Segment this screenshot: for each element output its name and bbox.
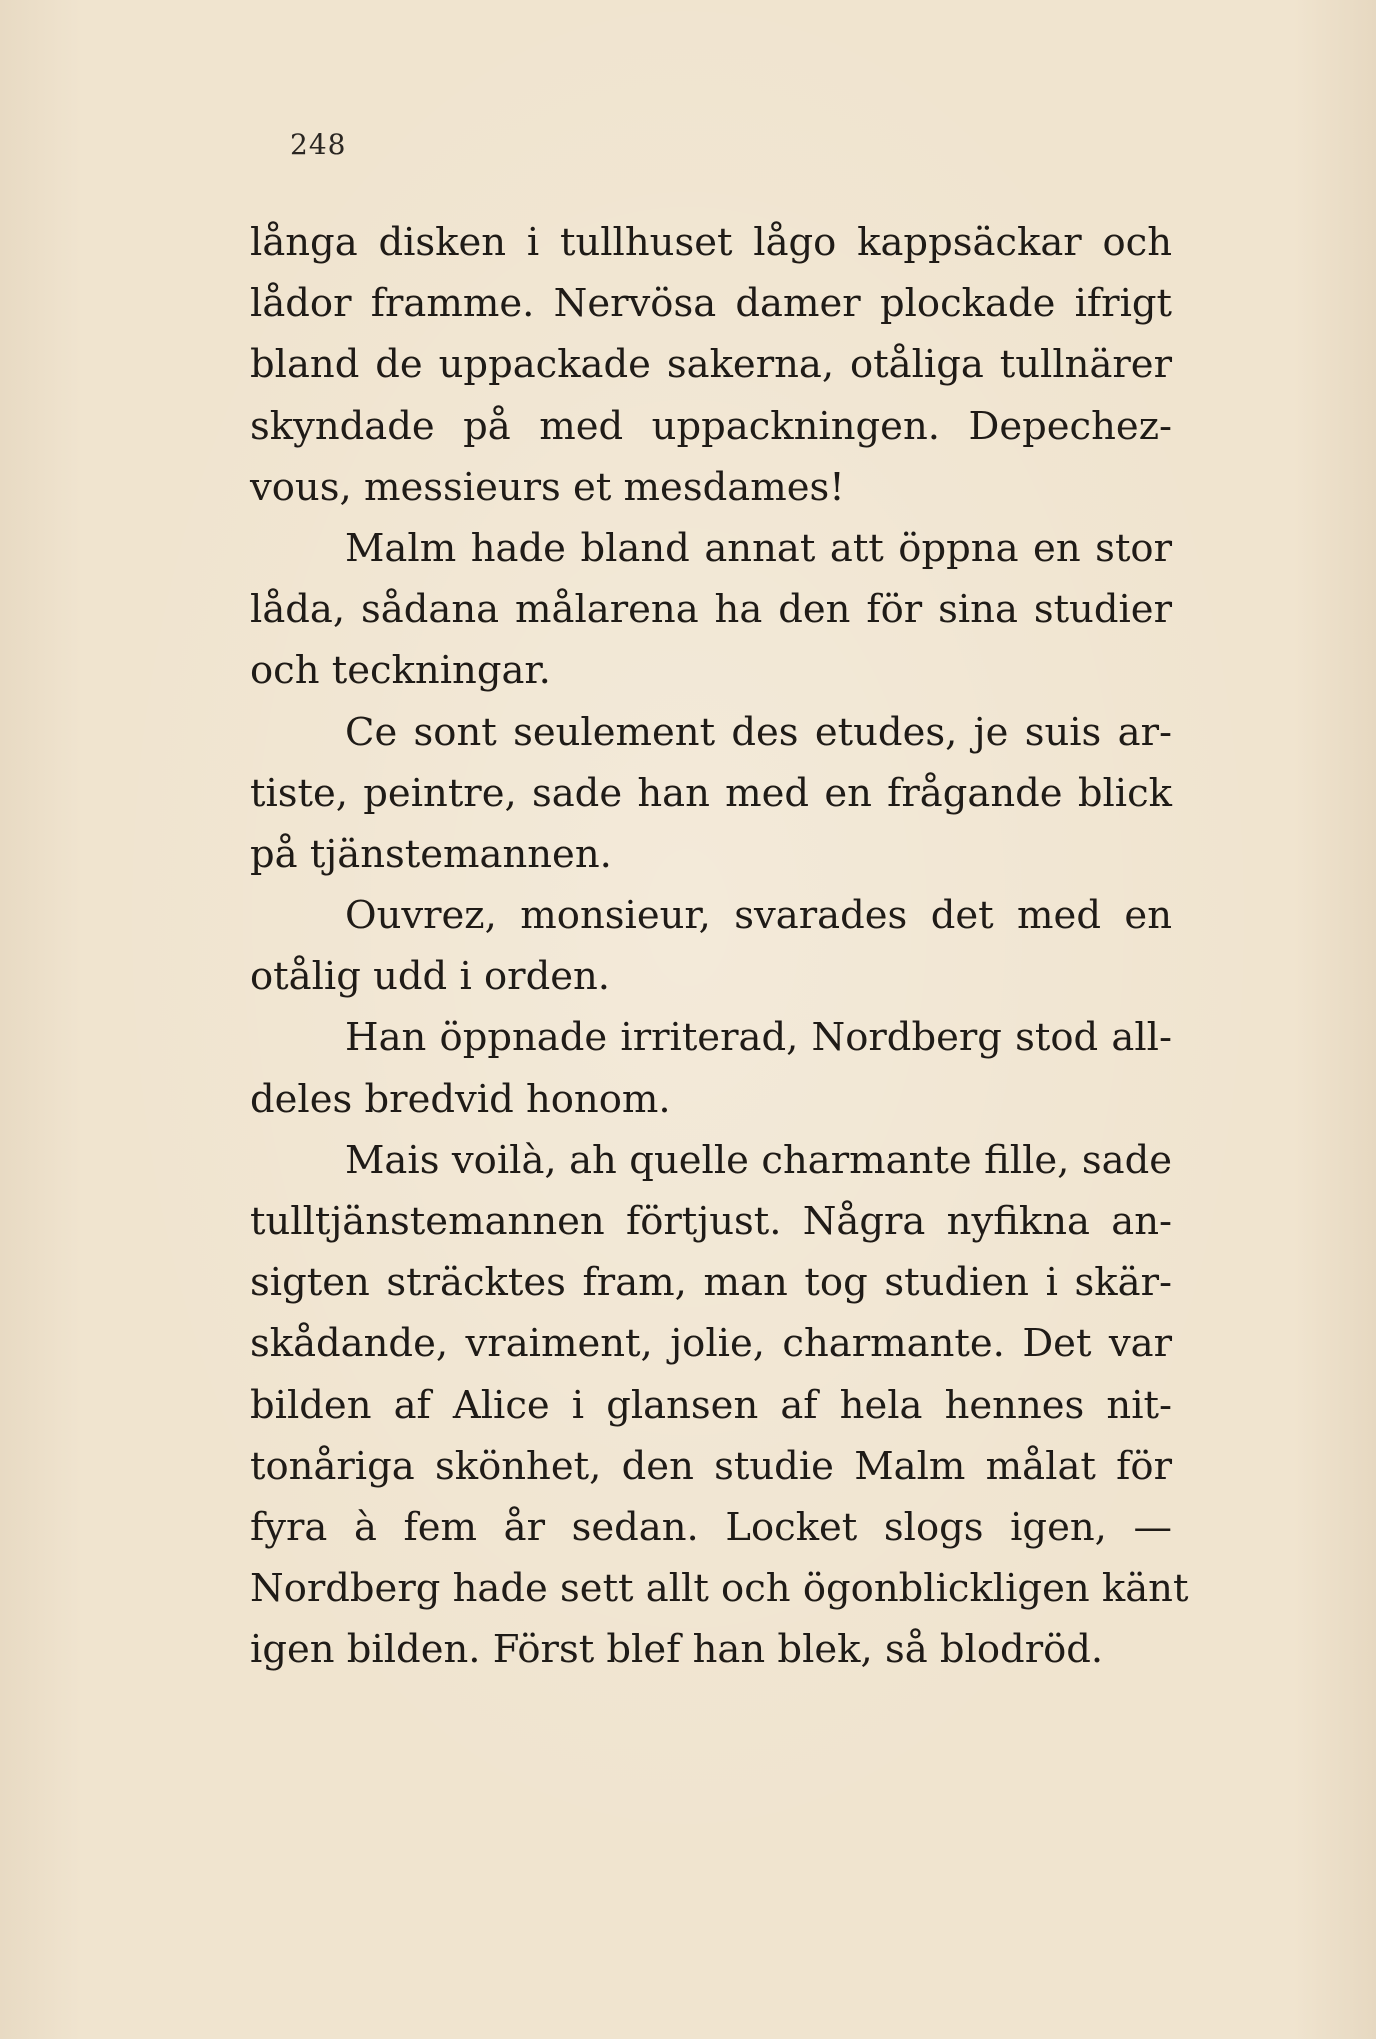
- text-line: deles bredvid honom.: [250, 1076, 671, 1122]
- text-line: Ouvrez, monsieur, svarades det med en: [345, 893, 1172, 939]
- text-line: låda, sådana målarena ha den för sina studier: [250, 587, 1172, 633]
- body-text: [250, 212, 1189, 1681]
- text-line: Ce sont seulement des etudes, je suis ar-: [345, 709, 1172, 755]
- text-line: Malm hade bland annat att öppna en stor: [345, 525, 1172, 571]
- text-line: tiste, peintre, sade han med en frågande blick: [250, 770, 1172, 816]
- text-line: skådande, vraiment, jolie, charmante. Det var: [250, 1321, 1172, 1367]
- text-line: fyra à fem år sedan. Locket slogs igen, —: [250, 1504, 1172, 1550]
- text-line: Han öppnade irriterad, Nordberg stod all-: [345, 1015, 1172, 1061]
- text-line: långa disken i tullhuset lågo kappsäckar och: [250, 220, 1172, 265]
- text-line: tonåriga skönhet, den studie Malm målat för: [250, 1443, 1172, 1489]
- text-line: otålig udd i orden.: [250, 954, 611, 1000]
- text-line: tulltjänstemannen förtjust. Några nyfikna an-: [250, 1199, 1172, 1244]
- text-line: lådor framme. Nervösa damer plockade ifrigt: [250, 281, 1172, 327]
- text-line: vous, messieurs et mesdames!: [250, 464, 845, 510]
- text-line: bilden af Alice i glansen af hela hennes nit-: [250, 1382, 1172, 1428]
- text-line: Mais voilà, ah quelle charmante fille, sade: [345, 1137, 1172, 1183]
- text-line: och teckningar.: [250, 648, 551, 694]
- text-line: på tjänstemannen.: [250, 831, 612, 877]
- text-line: sigten sträcktes fram, man tog studien i skär-: [250, 1260, 1172, 1306]
- text-line: Nordberg hade sett allt och ögonblickligen känt: [250, 1566, 1189, 1612]
- text-line: skyndade på med uppackningen. Depechez-: [250, 403, 1172, 449]
- text-line: bland de uppackade sakerna, otåliga tullnärer: [250, 342, 1172, 388]
- page-number: 248: [290, 128, 347, 161]
- text-line: igen bilden. Först blef han blek, så blodröd.: [250, 1627, 1104, 1673]
